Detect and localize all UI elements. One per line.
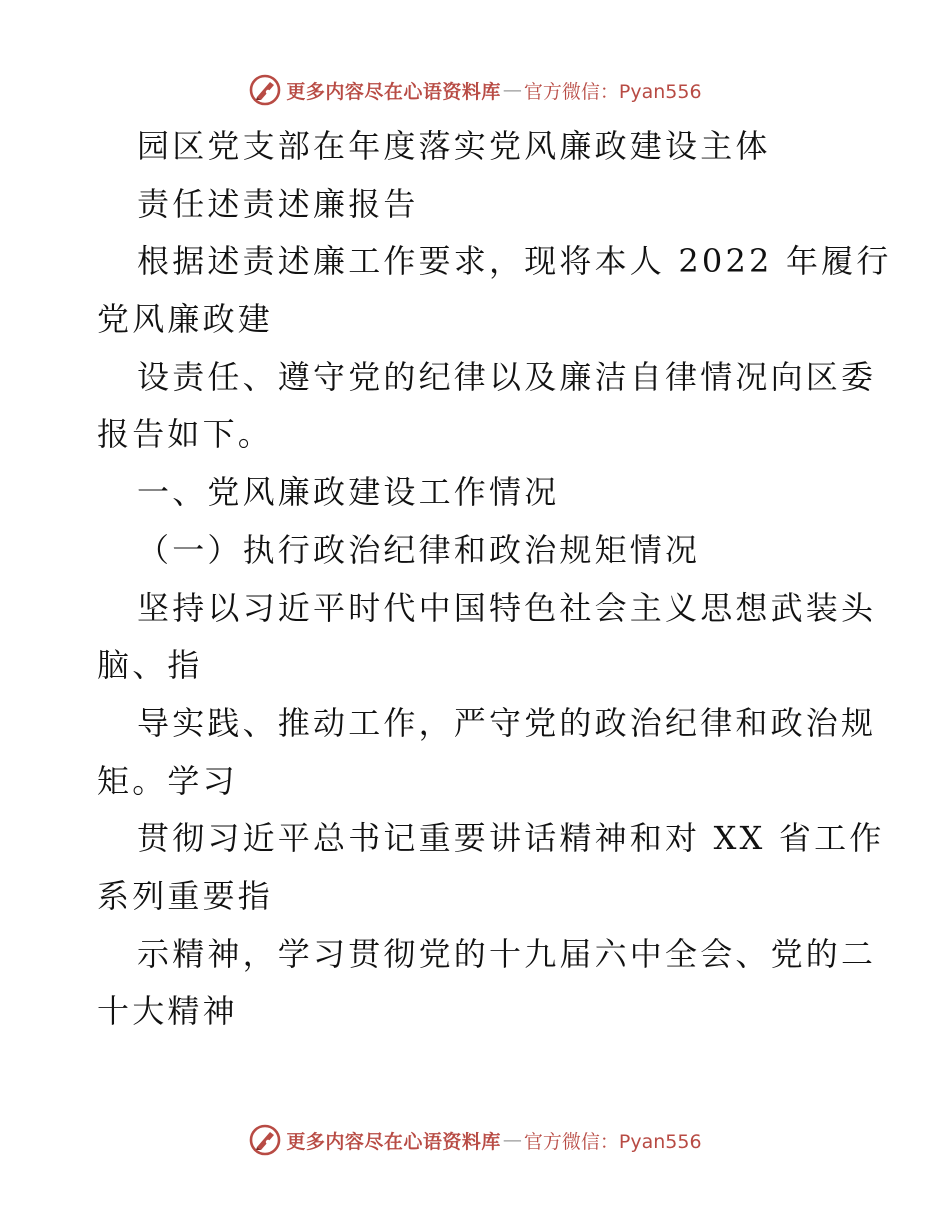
banner-separator: — — [502, 79, 522, 101]
paragraph-line: 系列重要指 — [97, 876, 274, 915]
header-banner — [0, 70, 950, 110]
banner-contact: 官方微信：Pyan556 — [523, 80, 702, 103]
document-body — [97, 118, 892, 1041]
section-heading: 一、党风廉政建设工作情况 — [137, 473, 560, 512]
banner-separator: — — [502, 1129, 522, 1151]
paragraph-line: 矩。学习 — [97, 761, 238, 800]
logo-icon — [248, 1123, 282, 1157]
paragraph-line: 导实践、推动工作，严守党的政治纪律和政治规 — [137, 703, 877, 742]
paragraph-line: 坚持以习近平时代中国特色社会主义思想武装头 — [137, 588, 877, 627]
paragraph-line: 脑、指 — [97, 646, 203, 685]
logo-icon — [248, 73, 282, 107]
paragraph-line: 根据述责述廉工作要求，现将本人 2022 年履行 — [137, 242, 892, 281]
banner-contact: 官方微信：Pyan556 — [523, 1130, 702, 1153]
doc-title-line-1: 园区党支部在年度落实党风廉政建设主体 — [137, 127, 771, 165]
banner-text: 更多内容尽在心语资料库 — [286, 80, 501, 103]
banner-text: 更多内容尽在心语资料库 — [286, 1130, 501, 1153]
paragraph-line: 贯彻习近平总书记重要讲话精神和对 XX 省工作 — [137, 819, 885, 858]
paragraph-line: 党风廉政建 — [97, 300, 274, 339]
paragraph-line: 示精神，学习贯彻党的十九届六中全会、党的二 — [137, 934, 877, 973]
paragraph-line: 报告如下。 — [97, 415, 274, 454]
paragraph-line: 十大精神 — [97, 992, 238, 1031]
subsection-heading: （一）执行政治纪律和政治规矩情况 — [137, 530, 701, 569]
paragraph-line: 设责任、遵守党的纪律以及廉洁自律情况向区委 — [137, 357, 877, 396]
doc-title-line-2: 责任述责述廉报告 — [137, 184, 419, 223]
footer-banner — [0, 1120, 950, 1160]
